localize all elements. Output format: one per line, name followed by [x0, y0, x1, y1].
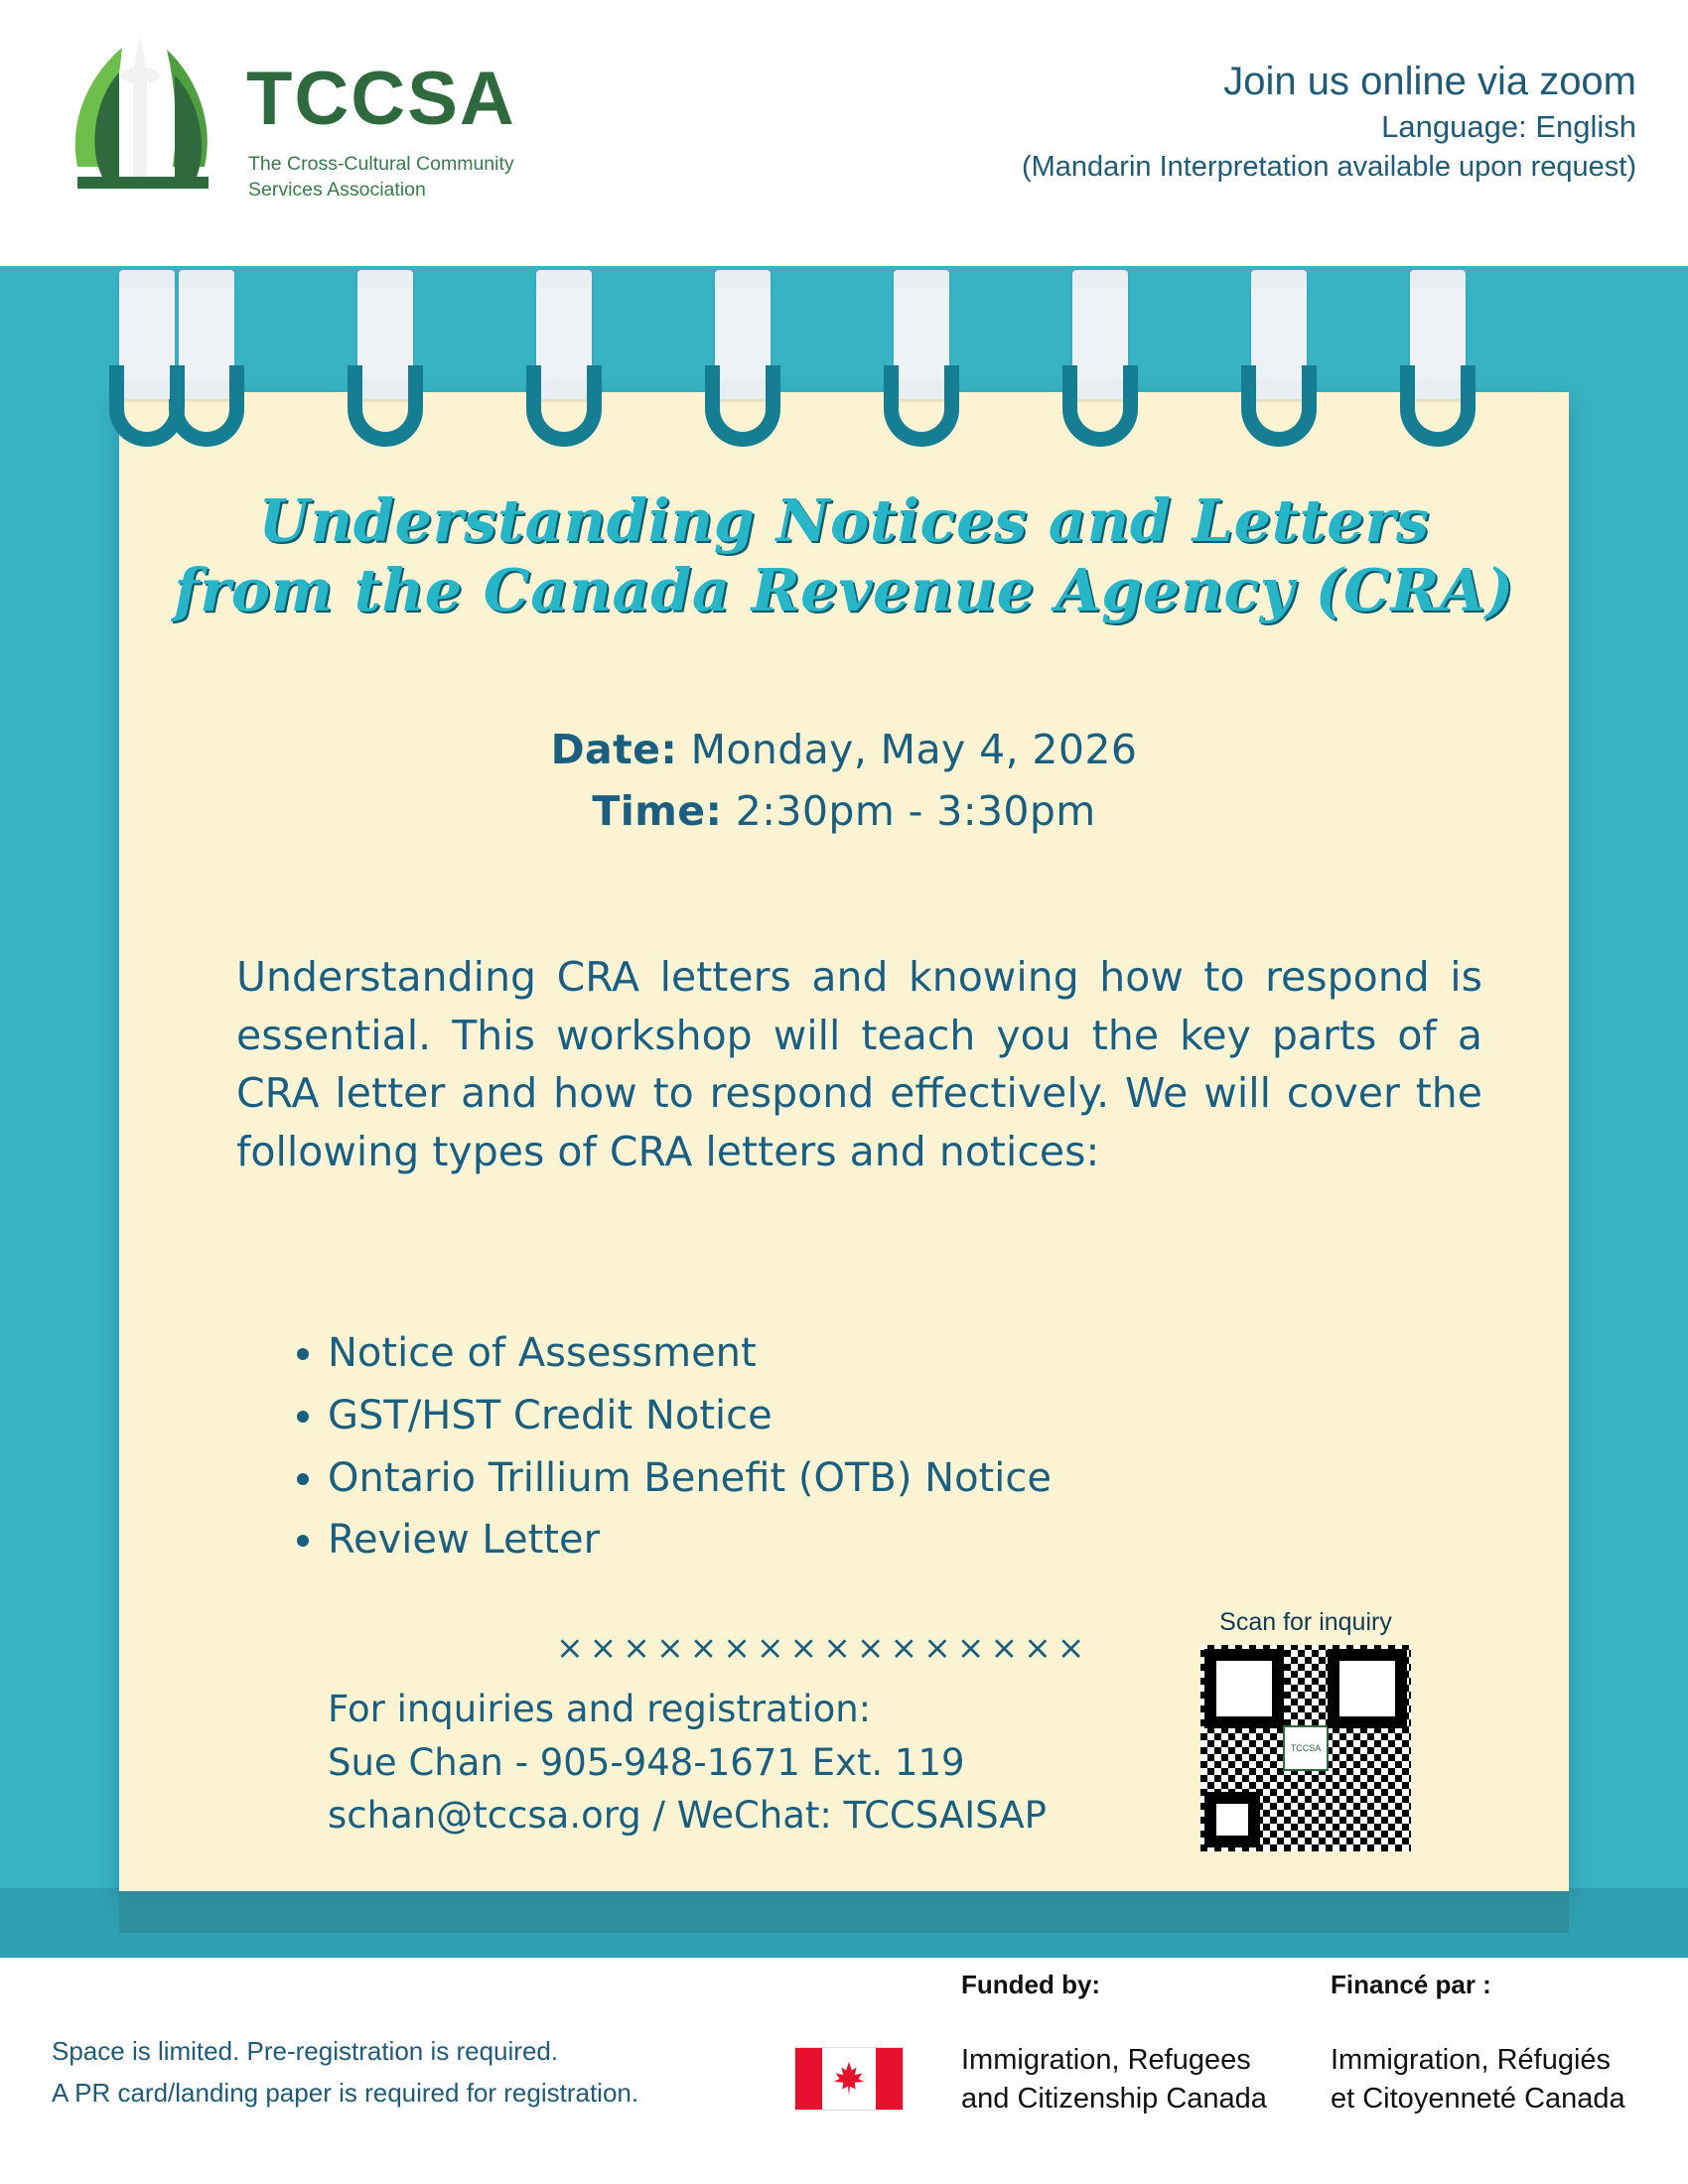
- poster-title: [129, 486, 1559, 624]
- tccsa-logo-mark-icon: [48, 28, 231, 216]
- canada-flag-icon: [794, 2047, 904, 2111]
- dept-fr-line-2: et Citoyenneté Canada: [1331, 2083, 1625, 2116]
- note-line-1: Space is limited. Pre-registration is required.: [52, 2036, 559, 2066]
- page-footer: [0, 1958, 1688, 2184]
- list-item: • Review Letter: [328, 1512, 1410, 1569]
- qr-code-icon[interactable]: [1200, 1645, 1411, 1851]
- contact-name-phone: Sue Chan - 905-948-1671 Ext. 119: [328, 1740, 965, 1784]
- qr-block: [1192, 1608, 1420, 1851]
- title-line-2: from the Canada Revenue Agency (CRA): [174, 555, 1514, 624]
- tccsa-logo: [48, 22, 584, 240]
- contact-heading: For inquiries and registration:: [328, 1688, 872, 1730]
- finance-par-label: Financé par :: [1331, 1970, 1491, 1999]
- department-name-fr: [1331, 2041, 1625, 2118]
- dept-en-line-1: Immigration, Refugees: [961, 2044, 1251, 2076]
- x-divider: ××××××××××××××××: [556, 1628, 1091, 1667]
- event-date-row: [129, 720, 1559, 781]
- department-name-en: [961, 2041, 1267, 2118]
- note-line-2: A PR card/landing paper is required for registration.: [52, 2077, 639, 2108]
- date-value: Monday, May 4, 2026: [690, 726, 1138, 773]
- header-zoom-info: [1022, 58, 1636, 187]
- topics-list: [268, 1325, 1410, 1574]
- list-item: • Ontario Trillium Benefit (OTB) Notice: [328, 1450, 1410, 1507]
- time-label: Time:: [592, 786, 723, 835]
- event-datetime: [129, 720, 1559, 842]
- logo-full-name: The Cross-Cultural Community Services Association: [248, 153, 514, 202]
- language-line: Language: English: [1381, 108, 1636, 144]
- page-header: [0, 0, 1688, 266]
- dept-en-line-2: and Citizenship Canada: [961, 2083, 1267, 2116]
- logo-acronym: TCCSA: [246, 57, 516, 141]
- list-item: • Notice of Assessment: [328, 1325, 1410, 1382]
- registration-note: [52, 2031, 638, 2114]
- interpretation-line: (Mandarin Interpretation available upon request): [1021, 150, 1636, 183]
- notebook-bottom-edge: [119, 1891, 1569, 1933]
- dept-fr-line-1: Immigration, Réfugiés: [1331, 2044, 1612, 2076]
- title-line-1: Understanding Notices and Letters: [258, 486, 1430, 555]
- list-item: • GST/HST Credit Notice: [328, 1388, 1410, 1444]
- contact-email-wechat: schan@tccsa.org / WeChat: TCCSAISAP: [328, 1794, 1047, 1838]
- qr-center-logo: TCCSA: [1283, 1725, 1329, 1771]
- date-label: Date:: [550, 726, 678, 773]
- event-time-row: [129, 781, 1559, 843]
- contact-block: [328, 1683, 1182, 1843]
- time-value: 2:30pm - 3:30pm: [735, 786, 1096, 835]
- join-online-line: Join us online via zoom: [1223, 60, 1636, 103]
- funded-by-label: Funded by:: [961, 1970, 1101, 1999]
- qr-caption: Scan for inquiry: [1219, 1608, 1392, 1636]
- workshop-description: Understanding CRA letters and knowing how to respond is essential. This workshop will teach you the key parts of a CRA letter and how to respond effectively. We will cover the following types of CRA letters and notices:: [236, 953, 1482, 1175]
